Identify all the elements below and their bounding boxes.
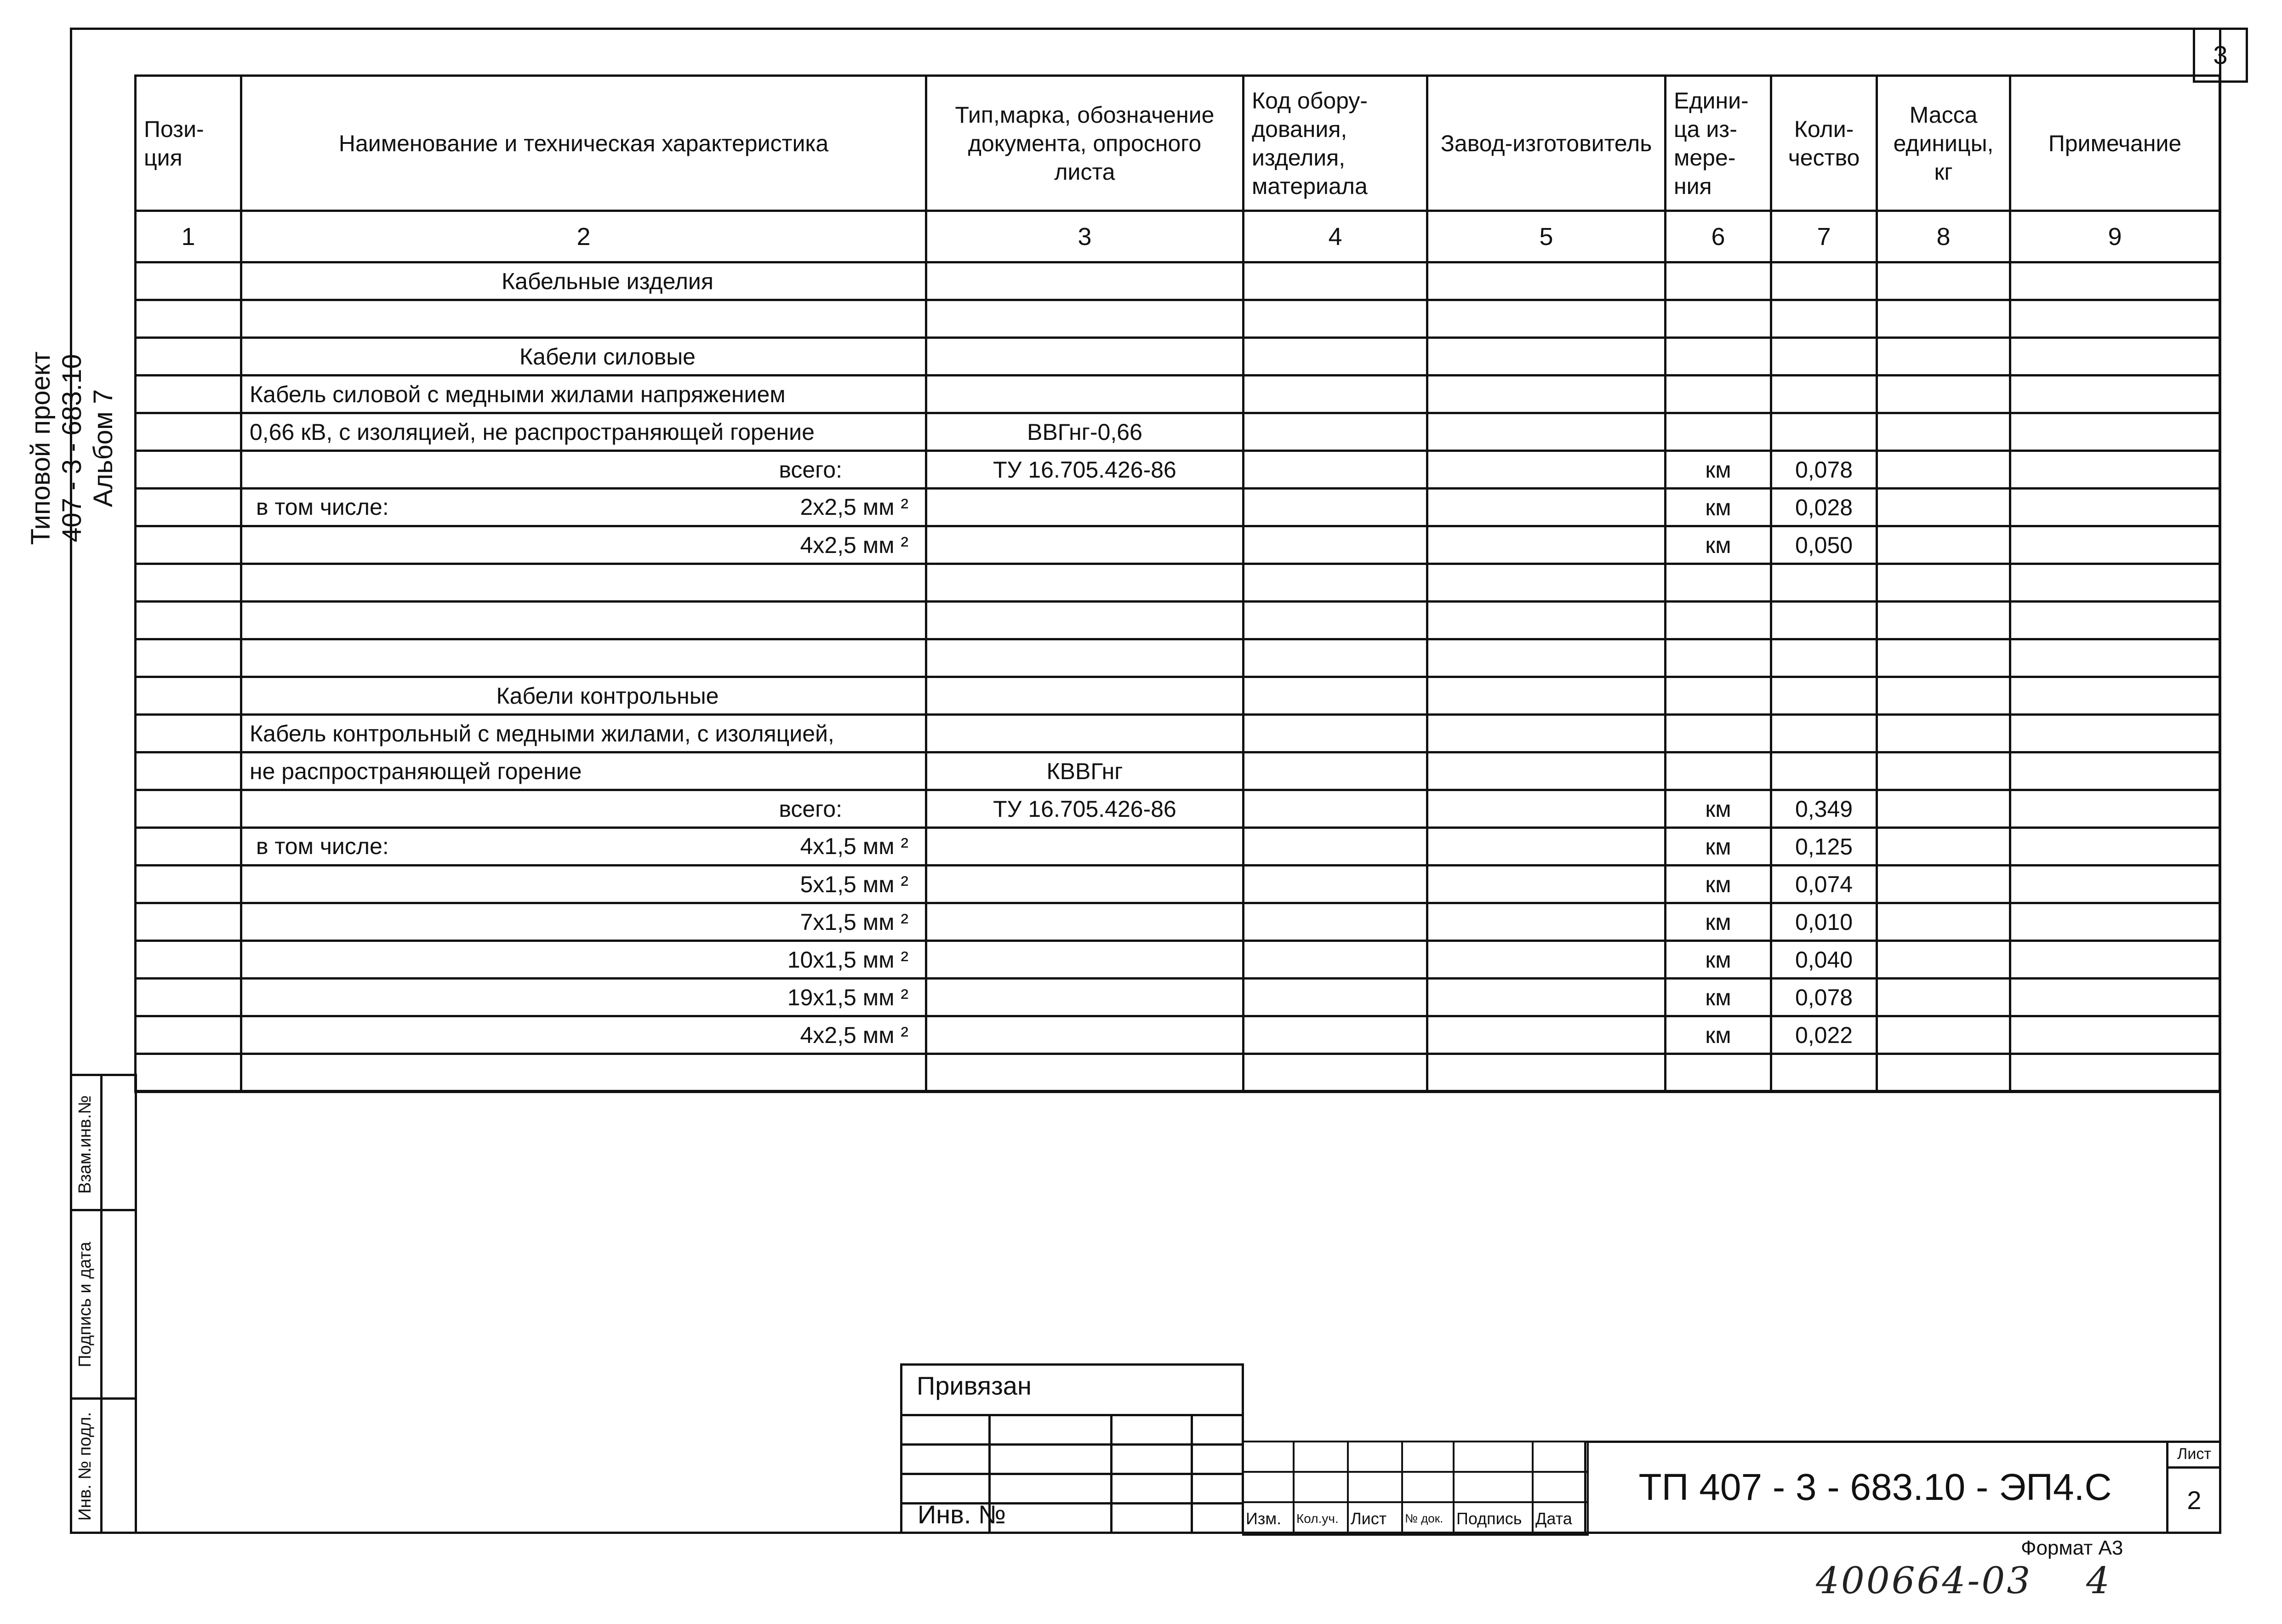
cell-mass — [1877, 1054, 2010, 1092]
sign-date-label: Подпись и дата — [75, 1242, 95, 1368]
cell-code — [1244, 602, 1427, 639]
cell-unit: км — [1666, 828, 1771, 866]
cell-type — [926, 262, 1244, 300]
cell-manufacturer — [1427, 828, 1666, 866]
cell-position — [136, 526, 241, 564]
cell-quantity — [1771, 376, 1877, 413]
cell-unit: км — [1666, 1016, 1771, 1054]
cell-position — [136, 979, 241, 1016]
cell-name: 7х1,5 мм ² — [241, 903, 926, 941]
table-row — [136, 941, 2220, 979]
cell-mass — [1877, 903, 2010, 941]
cell-note — [2010, 489, 2220, 526]
cell-name: 4х2,5 мм ² — [241, 1016, 926, 1054]
table-row — [136, 564, 2220, 602]
cell-mass — [1877, 677, 2010, 715]
cell-name-prefix: в том числе: — [256, 494, 389, 520]
cell-code — [1244, 941, 1427, 979]
col-number: 7 — [1771, 211, 1877, 262]
cell-mass — [1877, 639, 2010, 677]
cell-manufacturer — [1427, 413, 1666, 451]
cell-position — [136, 451, 241, 489]
cell-name: 10х1,5 мм ² — [241, 941, 926, 979]
table-row — [136, 866, 2220, 903]
table-row — [136, 376, 2220, 413]
cell-code — [1244, 376, 1427, 413]
col-number: 4 — [1244, 211, 1427, 262]
designation-text: ТП 407 - 3 - 683.10 - ЭП4.С — [1638, 1466, 2112, 1508]
cell-note — [2010, 677, 2220, 715]
header-note: Примечание — [2010, 76, 2220, 211]
col-number: 2 — [241, 211, 926, 262]
cell-note — [2010, 941, 2220, 979]
cell-code — [1244, 338, 1427, 376]
cell-position — [136, 903, 241, 941]
cell-code — [1244, 1054, 1427, 1092]
cell-quantity — [1771, 413, 1877, 451]
header-manufacturer: Завод-изготовитель — [1427, 76, 1666, 211]
sheet-number: 2 — [2187, 1486, 2202, 1515]
cell-code — [1244, 1016, 1427, 1054]
cell-type — [926, 866, 1244, 903]
cell-name — [241, 300, 926, 338]
cell-name — [241, 602, 926, 639]
cell-note — [2010, 602, 2220, 639]
table-row — [136, 262, 2220, 300]
cell-manufacturer — [1427, 903, 1666, 941]
privyazan-vline3 — [1191, 1414, 1193, 1534]
cell-type — [926, 526, 1244, 564]
cell-unit — [1666, 300, 1771, 338]
cell-position — [136, 941, 241, 979]
inv-podl-label: Инв. № подл. — [75, 1412, 95, 1521]
table-row — [136, 677, 2220, 715]
cell-mass — [1877, 941, 2010, 979]
cell-name — [241, 1054, 926, 1092]
col-number: 1 — [136, 211, 241, 262]
cell-note — [2010, 338, 2220, 376]
cell-manufacturer — [1427, 489, 1666, 526]
cell-unit: км — [1666, 903, 1771, 941]
header-unit: Едини-ца из-мере-ния — [1666, 76, 1771, 211]
cell-mass — [1877, 828, 2010, 866]
side-label-line2: 407 - 3 - 683.10 — [57, 354, 87, 542]
cell-position — [136, 866, 241, 903]
cell-mass — [1877, 866, 2010, 903]
cell-type — [926, 677, 1244, 715]
kol-uch-label: Кол.уч. — [1294, 1502, 1348, 1535]
cell-quantity: 0,010 — [1771, 903, 1877, 941]
cell-code — [1244, 300, 1427, 338]
cell-unit: км — [1666, 489, 1771, 526]
cell-name — [241, 639, 926, 677]
inv-zam-label: Взам.инв.№ — [75, 1095, 95, 1194]
cell-note — [2010, 752, 2220, 790]
col-number: 8 — [1877, 211, 2010, 262]
header-position: Пози-ция — [136, 76, 241, 211]
cell-name: 5х1,5 мм ² — [241, 866, 926, 903]
table-row — [136, 715, 2220, 752]
cell-quantity — [1771, 715, 1877, 752]
cell-quantity: 0,349 — [1771, 790, 1877, 828]
cell-type — [926, 903, 1244, 941]
cell-unit: км — [1666, 451, 1771, 489]
cell-name — [241, 828, 926, 866]
header-code: Код обору-дования, изделия, материала — [1244, 76, 1427, 211]
cell-unit — [1666, 677, 1771, 715]
cell-position — [136, 602, 241, 639]
cell-type — [926, 979, 1244, 1016]
cell-note — [2010, 1054, 2220, 1092]
cell-manufacturer — [1427, 451, 1666, 489]
cell-quantity: 0,040 — [1771, 941, 1877, 979]
table-row — [136, 1016, 2220, 1054]
cell-code — [1244, 790, 1427, 828]
cell-type: КВВГнг — [926, 752, 1244, 790]
cell-position — [136, 1054, 241, 1092]
cell-code — [1244, 715, 1427, 752]
cell-mass — [1877, 300, 2010, 338]
cell-type — [926, 338, 1244, 376]
cell-name: Кабель силовой с медными жилами напряжением — [241, 376, 926, 413]
header-row — [136, 76, 2220, 211]
cell-manufacturer — [1427, 677, 1666, 715]
table-row — [136, 1054, 2220, 1092]
cell-name: не распространяющей горение — [241, 752, 926, 790]
cell-note — [2010, 376, 2220, 413]
cell-mass — [1877, 338, 2010, 376]
cell-quantity — [1771, 300, 1877, 338]
cell-code — [1244, 866, 1427, 903]
cell-position — [136, 1016, 241, 1054]
cell-manufacturer — [1427, 715, 1666, 752]
cell-unit — [1666, 752, 1771, 790]
list-label: Лист — [1348, 1502, 1402, 1535]
col-number: 3 — [926, 211, 1244, 262]
cell-manufacturer — [1427, 790, 1666, 828]
cell-manufacturer — [1427, 979, 1666, 1016]
cell-type — [926, 715, 1244, 752]
table-row — [136, 790, 2220, 828]
cell-unit: км — [1666, 526, 1771, 564]
cell-position — [136, 338, 241, 376]
cell-mass — [1877, 752, 2010, 790]
cell-name — [241, 489, 926, 526]
sheet-cell-hline — [2166, 1466, 2221, 1469]
cell-mass — [1877, 790, 2010, 828]
cell-position — [136, 752, 241, 790]
privyazan-label: Привязан — [917, 1371, 1032, 1400]
side-label-line3: Альбом 7 — [88, 389, 118, 507]
cell-type — [926, 1016, 1244, 1054]
cell-type — [926, 828, 1244, 866]
cell-note — [2010, 866, 2220, 903]
cell-mass — [1877, 376, 2010, 413]
cell-unit — [1666, 602, 1771, 639]
cell-code — [1244, 489, 1427, 526]
cell-unit — [1666, 413, 1771, 451]
table-row — [136, 413, 2220, 451]
cell-manufacturer — [1427, 564, 1666, 602]
cell-unit: км — [1666, 979, 1771, 1016]
cell-position — [136, 564, 241, 602]
side-label-line1: Типовой проект — [26, 351, 56, 545]
format-label: Формат А3 — [2021, 1537, 2123, 1559]
table-row — [136, 526, 2220, 564]
cell-quantity — [1771, 602, 1877, 639]
cell-type — [926, 489, 1244, 526]
table-row — [136, 639, 2220, 677]
cell-manufacturer — [1427, 262, 1666, 300]
col-number: 6 — [1666, 211, 1771, 262]
sheet-label: Лист — [2177, 1445, 2211, 1463]
cell-manufacturer — [1427, 1054, 1666, 1092]
cell-unit — [1666, 338, 1771, 376]
cell-unit — [1666, 1054, 1771, 1092]
cell-manufacturer — [1427, 941, 1666, 979]
cell-unit — [1666, 639, 1771, 677]
cell-code — [1244, 262, 1427, 300]
cell-manufacturer — [1427, 300, 1666, 338]
cell-type — [926, 1054, 1244, 1092]
table-row — [136, 752, 2220, 790]
cell-mass — [1877, 489, 2010, 526]
podpis-label: Подпись — [1454, 1502, 1533, 1535]
header-name: Наименование и техническая характеристика — [241, 76, 926, 211]
col-number: 9 — [2010, 211, 2220, 262]
cell-code — [1244, 451, 1427, 489]
cell-code — [1244, 979, 1427, 1016]
table-row — [136, 451, 2220, 489]
cell-code — [1244, 413, 1427, 451]
cell-position — [136, 715, 241, 752]
specification-table — [134, 74, 2221, 1093]
cell-name: всего: — [241, 790, 926, 828]
cell-type: ВВГнг-0,66 — [926, 413, 1244, 451]
izm-label: Изм. — [1243, 1502, 1294, 1535]
inv-no-label: Инв. № — [918, 1500, 1006, 1529]
cell-position — [136, 413, 241, 451]
cell-code — [1244, 752, 1427, 790]
cell-quantity — [1771, 564, 1877, 602]
data-label: Дата — [1533, 1502, 1588, 1535]
signature-grid — [1242, 1441, 1589, 1536]
cell-manufacturer — [1427, 376, 1666, 413]
cell-name: 0,66 кВ, с изоляцией, не распространяющей горение — [241, 413, 926, 451]
cell-note — [2010, 526, 2220, 564]
cell-name: 19х1,5 мм ² — [241, 979, 926, 1016]
table-row — [136, 828, 2220, 866]
cell-note — [2010, 262, 2220, 300]
column-number-row — [136, 211, 2220, 262]
cell-quantity: 0,074 — [1771, 866, 1877, 903]
left-strip-divider — [100, 1074, 103, 1534]
cell-name — [241, 564, 926, 602]
cell-note — [2010, 413, 2220, 451]
header-type: Тип,марка, обозначение документа, опросного листа — [926, 76, 1244, 211]
cell-quantity — [1771, 752, 1877, 790]
side-label — [25, 310, 122, 586]
cell-note — [2010, 828, 2220, 866]
cell-quantity: 0,022 — [1771, 1016, 1877, 1054]
cell-type: ТУ 16.705.426-86 — [926, 451, 1244, 489]
cell-mass — [1877, 413, 2010, 451]
table-row — [136, 602, 2220, 639]
cell-unit: км — [1666, 941, 1771, 979]
cell-mass — [1877, 526, 2010, 564]
cell-mass — [1877, 979, 2010, 1016]
cell-name: Кабели силовые — [241, 338, 926, 376]
cell-name-value: 4х1,5 мм ² — [800, 833, 908, 859]
cell-unit — [1666, 262, 1771, 300]
cell-quantity — [1771, 1054, 1877, 1092]
cell-mass — [1877, 602, 2010, 639]
cell-manufacturer — [1427, 752, 1666, 790]
cell-mass — [1877, 564, 2010, 602]
cell-mass — [1877, 451, 2010, 489]
cell-mass — [1877, 262, 2010, 300]
header-quantity: Коли-чество — [1771, 76, 1877, 211]
cell-position — [136, 790, 241, 828]
cell-mass — [1877, 715, 2010, 752]
cell-manufacturer — [1427, 602, 1666, 639]
cell-mass — [1877, 1016, 2010, 1054]
cell-name: Кабель контрольный с медными жилами, с изоляцией, — [241, 715, 926, 752]
table-row — [136, 300, 2220, 338]
cell-quantity: 0,078 — [1771, 451, 1877, 489]
cell-name-value: 2х2,5 мм ² — [800, 494, 908, 520]
cell-unit — [1666, 564, 1771, 602]
cell-position — [136, 828, 241, 866]
cell-position — [136, 677, 241, 715]
cell-type — [926, 376, 1244, 413]
table-row — [136, 489, 2220, 526]
cell-name: Кабели контрольные — [241, 677, 926, 715]
cell-name-prefix: в том числе: — [256, 833, 389, 859]
table-row — [136, 979, 2220, 1016]
cell-type — [926, 639, 1244, 677]
cell-manufacturer — [1427, 1016, 1666, 1054]
cell-quantity: 0,028 — [1771, 489, 1877, 526]
n-dok-label: № док. — [1402, 1502, 1454, 1535]
table-row — [136, 338, 2220, 376]
cell-unit: км — [1666, 866, 1771, 903]
cell-type — [926, 300, 1244, 338]
cell-name: Кабельные изделия — [241, 262, 926, 300]
cell-note — [2010, 715, 2220, 752]
cell-code — [1244, 526, 1427, 564]
cell-manufacturer — [1427, 526, 1666, 564]
cell-quantity — [1771, 677, 1877, 715]
privyazan-vline2 — [1110, 1414, 1112, 1534]
cell-manufacturer — [1427, 866, 1666, 903]
cell-code — [1244, 639, 1427, 677]
cell-note — [2010, 639, 2220, 677]
cell-name: всего: — [241, 451, 926, 489]
cell-position — [136, 300, 241, 338]
cell-note — [2010, 300, 2220, 338]
cell-note — [2010, 564, 2220, 602]
cell-note — [2010, 979, 2220, 1016]
cell-code — [1244, 903, 1427, 941]
cell-type: ТУ 16.705.426-86 — [926, 790, 1244, 828]
cell-quantity — [1771, 338, 1877, 376]
cell-manufacturer — [1427, 338, 1666, 376]
cell-unit: км — [1666, 790, 1771, 828]
header-mass: Масса единицы, кг — [1877, 76, 2010, 211]
cell-code — [1244, 677, 1427, 715]
page-number: 3 — [2213, 40, 2228, 69]
cell-note — [2010, 1016, 2220, 1054]
cell-quantity: 0,078 — [1771, 979, 1877, 1016]
cell-position — [136, 489, 241, 526]
cell-type — [926, 941, 1244, 979]
cell-name: 4х2,5 мм ² — [241, 526, 926, 564]
cell-position — [136, 376, 241, 413]
cell-quantity: 0,050 — [1771, 526, 1877, 564]
col-number: 5 — [1427, 211, 1666, 262]
cell-quantity: 0,125 — [1771, 828, 1877, 866]
cell-note — [2010, 451, 2220, 489]
cell-note — [2010, 790, 2220, 828]
cell-manufacturer — [1427, 639, 1666, 677]
table-row — [136, 903, 2220, 941]
cell-code — [1244, 828, 1427, 866]
cell-quantity — [1771, 262, 1877, 300]
cell-quantity — [1771, 639, 1877, 677]
cell-type — [926, 602, 1244, 639]
cell-code — [1244, 564, 1427, 602]
cell-unit — [1666, 715, 1771, 752]
cell-position — [136, 262, 241, 300]
cell-note — [2010, 903, 2220, 941]
cell-position — [136, 639, 241, 677]
cell-type — [926, 564, 1244, 602]
cell-unit — [1666, 376, 1771, 413]
handwritten-number: 400664-03 4 — [1816, 1559, 2111, 1602]
